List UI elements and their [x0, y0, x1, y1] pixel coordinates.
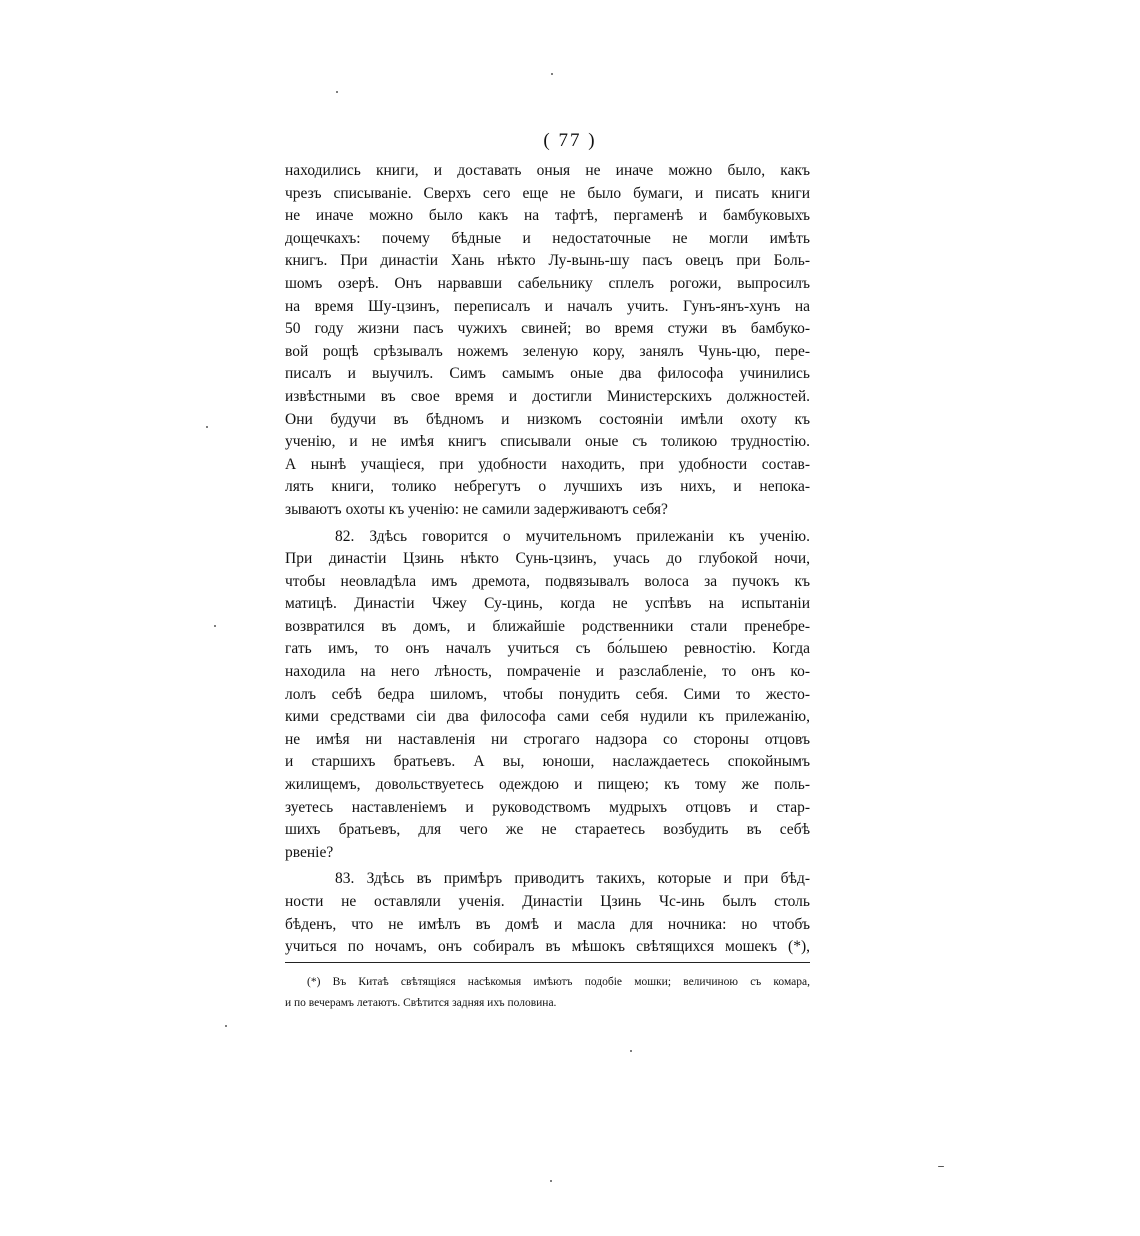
text-line: ности не оставляли ученія. Династіи Цзинь Чс-инь былъ столь: [285, 893, 810, 910]
footnote-rule: [285, 962, 810, 963]
text-line: 83. Здѣсь въ примѣръ приводитъ такихъ, которые и при бѣд-: [335, 870, 810, 888]
paragraph-82: [285, 526, 810, 865]
scan-speck: [630, 1050, 632, 1052]
text-line: шомъ озерѣ. Онъ нарвавши сабельнику сплелъ рогожи, выпросилъ: [285, 274, 810, 292]
text-line: ученію, и не имѣя книгъ списывали оные съ толикою трудностію.: [285, 433, 810, 451]
text-line: жилищемъ, довольствуетесь одеждою и пищею; къ тому же поль-: [285, 776, 810, 794]
text-line: находились книги, и доставать оныя не иначе можно было, какъ: [285, 162, 810, 179]
text-line: зуетесь наставленіемъ и руководствомъ мудрыхъ отцовъ и стар-: [285, 798, 810, 816]
text-line: бѣденъ, что не имѣлъ въ домѣ и масла для ночника: но чтобъ: [285, 915, 810, 933]
page-number: ( 77 ): [543, 130, 597, 151]
text-line: на время Шу-цзинъ, переписалъ и началъ учить. Гунъ-янъ-хунъ на: [285, 297, 810, 315]
text-line: не иначе можно было какъ на тафтѣ, пергаменѣ и бамбуковыхъ: [285, 207, 810, 225]
scan-speck: [206, 426, 208, 428]
scan-speck: [551, 73, 553, 75]
paragraph-83: [285, 868, 810, 958]
footnote: [285, 972, 810, 1014]
text-line: Они будучи въ бѣдномъ и низкомъ состояніи имѣли охоту къ: [285, 410, 810, 428]
body-text: [285, 160, 810, 959]
paragraph: [285, 160, 810, 522]
text-line: матицѣ. Династіи Чжеу Су-цинь, когда не успѣвъ на испытаніи: [285, 595, 810, 613]
scan-speck: [550, 1180, 552, 1182]
text-line: чрезъ списываніе. Сверхъ сего еще не было бумаги, и писать книги: [285, 184, 810, 202]
footnote-line: и по вечерамъ летаютъ. Свѣтится задняя ихъ половина.: [285, 997, 557, 1009]
text-line: При династіи Цзинь нѣкто Сунь-цзинъ, учась до глубокой ночи,: [285, 550, 810, 568]
text-line: кими средствами сіи два философа сами себя нудили къ прилежанію,: [285, 708, 810, 726]
text-line: зываютъ охоты къ ученію: не самили задерживаютъ себя?: [285, 500, 668, 518]
text-line: книгъ. При династіи Хань нѣкто Лу-вынь-шу пасъ овецъ при Боль-: [285, 252, 810, 270]
scan-speck: [938, 1166, 944, 1167]
scan-speck: [336, 91, 338, 93]
text-line: шихъ братьевъ, для чего же не стараетесь возбудить въ себѣ: [285, 821, 810, 839]
footnote-line: (*) Въ Китаѣ свѣтящіяся насѣкомыя имѣютъ подобіе мошки; величиною съ комара,: [307, 976, 810, 988]
text-line: вой рощѣ срѣзывалъ ножемъ зеленую кору, занялъ Чунь-цю, пере-: [285, 342, 810, 360]
text-line: 82. Здѣсь говорится о мучительномъ прилежаніи къ ученію.: [335, 527, 810, 545]
text-line: находила на него лѣность, помраченіе и разслабленіе, то онъ ко-: [285, 663, 810, 681]
text-line: А нынѣ учащіеся, при удобности находить, при удобности состав-: [285, 455, 810, 473]
scan-speck: [214, 625, 216, 627]
text-line: лять книги, толико небрегутъ о лучшихъ изъ нихъ, и непока-: [285, 478, 810, 496]
text-line: дощечкахъ: почему бѣдные и недостаточные не могли имѣть: [285, 229, 810, 247]
text-line: 50 году жизни пасъ чужихъ свиней; во время стужи въ бамбуко-: [285, 320, 810, 338]
text-line: рвеніе?: [285, 843, 334, 861]
text-line: и старшихъ братьевъ. А вы, юноши, наслаждаетесь спокойнымъ: [285, 753, 810, 771]
text-line: гать имъ, то онъ началъ учиться съ бо́льшею ревностію. Когда: [285, 640, 810, 658]
text-line: лолъ себѣ бедра шиломъ, чтобы понудить себя. Сими то жесто-: [285, 685, 810, 703]
text-line: писалъ и выучилъ. Симъ самымъ оные два философа учинились: [285, 365, 810, 383]
text-line: не имѣя ни наставленія ни строгаго надзора со стороны отцовъ: [285, 730, 810, 748]
text-line: учиться по ночамъ, онъ собиралъ въ мѣшокъ свѣтящихся мошекъ (*),: [285, 938, 810, 956]
scan-speck: [225, 1025, 227, 1027]
text-line: чтобы неовладѣла имъ дремота, подвязывалъ волоса за пучокъ къ: [285, 572, 810, 590]
text-line: возвратился въ домъ, и ближайшіе родственники стали пренебре-: [285, 617, 810, 635]
text-line: извѣстными въ свое время и достигли Министерскихъ должностей.: [285, 387, 810, 405]
